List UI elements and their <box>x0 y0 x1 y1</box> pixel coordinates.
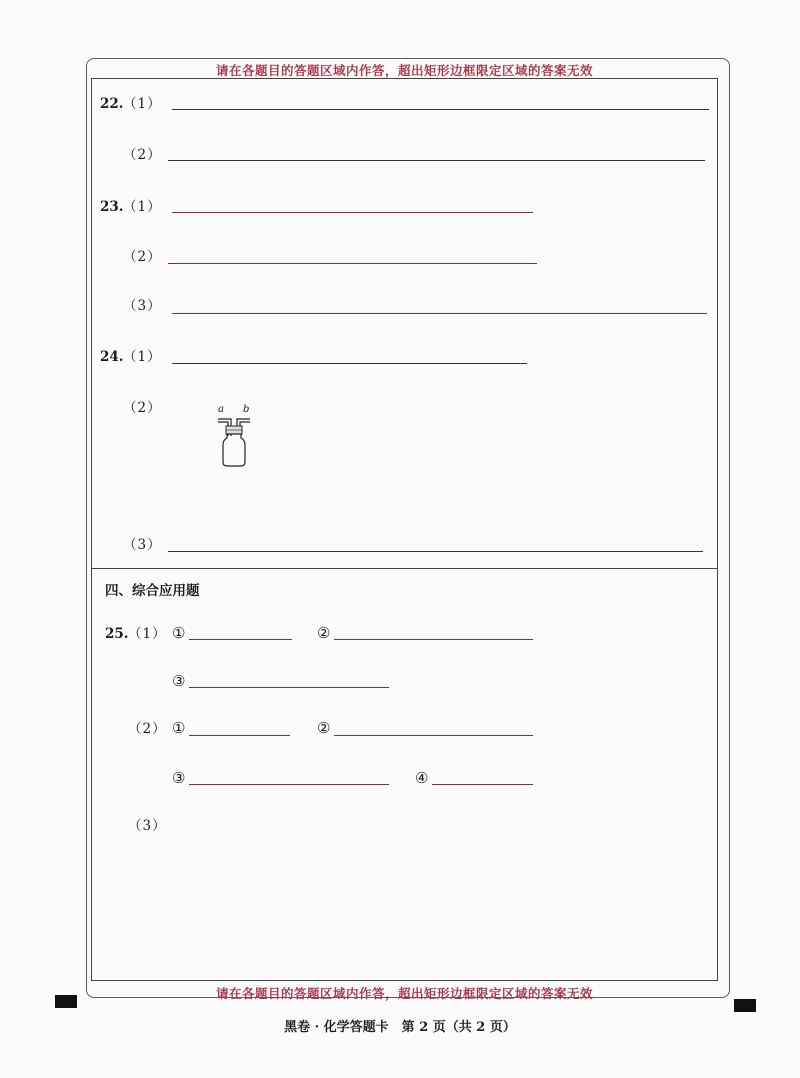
gas-bottle-diagram <box>212 414 256 468</box>
q24-part3-answer-line[interactable] <box>168 551 703 552</box>
q25-p2-blank-2[interactable] <box>334 735 533 736</box>
q23-number: 23. <box>100 199 124 215</box>
q25-part1-label: （1） <box>128 626 167 642</box>
q22-part1-label: （1） <box>123 96 162 112</box>
bottle-label-a: a <box>218 404 224 415</box>
q25-p1-blank-2[interactable] <box>334 639 533 640</box>
q23-part3-answer-line[interactable] <box>172 313 707 314</box>
q23-part1-label: （1） <box>123 199 162 215</box>
q24-part1-label: （1） <box>123 349 162 365</box>
q25-p1-blank-1[interactable] <box>189 639 292 640</box>
q24-number: 24. <box>100 349 124 365</box>
q25-part2-label: （2） <box>128 721 167 737</box>
alignment-marker-left <box>55 995 77 1008</box>
q25-p1-blank-3[interactable] <box>189 687 389 688</box>
alignment-marker-right <box>734 999 756 1012</box>
q22-part2-label: （2） <box>123 147 162 163</box>
q23-part2-answer-line[interactable] <box>168 263 537 264</box>
page-footer: 黑卷 · 化学答题卡 第 2 页（共 2 页） <box>284 1020 516 1035</box>
q22-part1-answer-line[interactable] <box>172 109 709 110</box>
q22-number: 22. <box>100 96 124 112</box>
q25-p1-circled-2: ② <box>317 624 331 642</box>
q25-p1-circled-3: ③ <box>172 672 186 690</box>
bottom-notice: 请在各题目的答题区域内作答，超出矩形边框限定区域的答案无效 <box>215 986 593 1001</box>
q25-p2-circled-3: ③ <box>172 769 186 787</box>
q23-part3-label: （3） <box>123 298 162 314</box>
bottle-label-b: b <box>243 404 250 415</box>
section-4-title: 四、综合应用题 <box>105 583 200 599</box>
q23-part2-label: （2） <box>123 249 162 265</box>
q22-part2-answer-line[interactable] <box>168 160 705 161</box>
q25-p2-blank-4[interactable] <box>432 784 533 785</box>
q25-part3-answer-area[interactable] <box>160 840 710 975</box>
q25-p2-blank-3[interactable] <box>189 784 389 785</box>
q24-part3-label: （3） <box>123 537 162 553</box>
q25-number: 25. <box>105 626 129 642</box>
q25-p2-circled-4: ④ <box>415 769 429 787</box>
q25-p2-blank-1[interactable] <box>189 735 290 736</box>
q25-p2-circled-1: ① <box>172 719 186 737</box>
q25-part3-label: （3） <box>128 818 167 834</box>
q24-part1-answer-line[interactable] <box>172 363 527 364</box>
q23-part1-answer-line[interactable] <box>172 212 533 213</box>
q25-p1-circled-1: ① <box>172 624 186 642</box>
top-notice: 请在各题目的答题区域内作答，超出矩形边框限定区域的答案无效 <box>215 63 593 78</box>
section-divider <box>91 568 718 569</box>
q25-p2-circled-2: ② <box>317 719 331 737</box>
q24-part2-label: （2） <box>123 400 162 416</box>
